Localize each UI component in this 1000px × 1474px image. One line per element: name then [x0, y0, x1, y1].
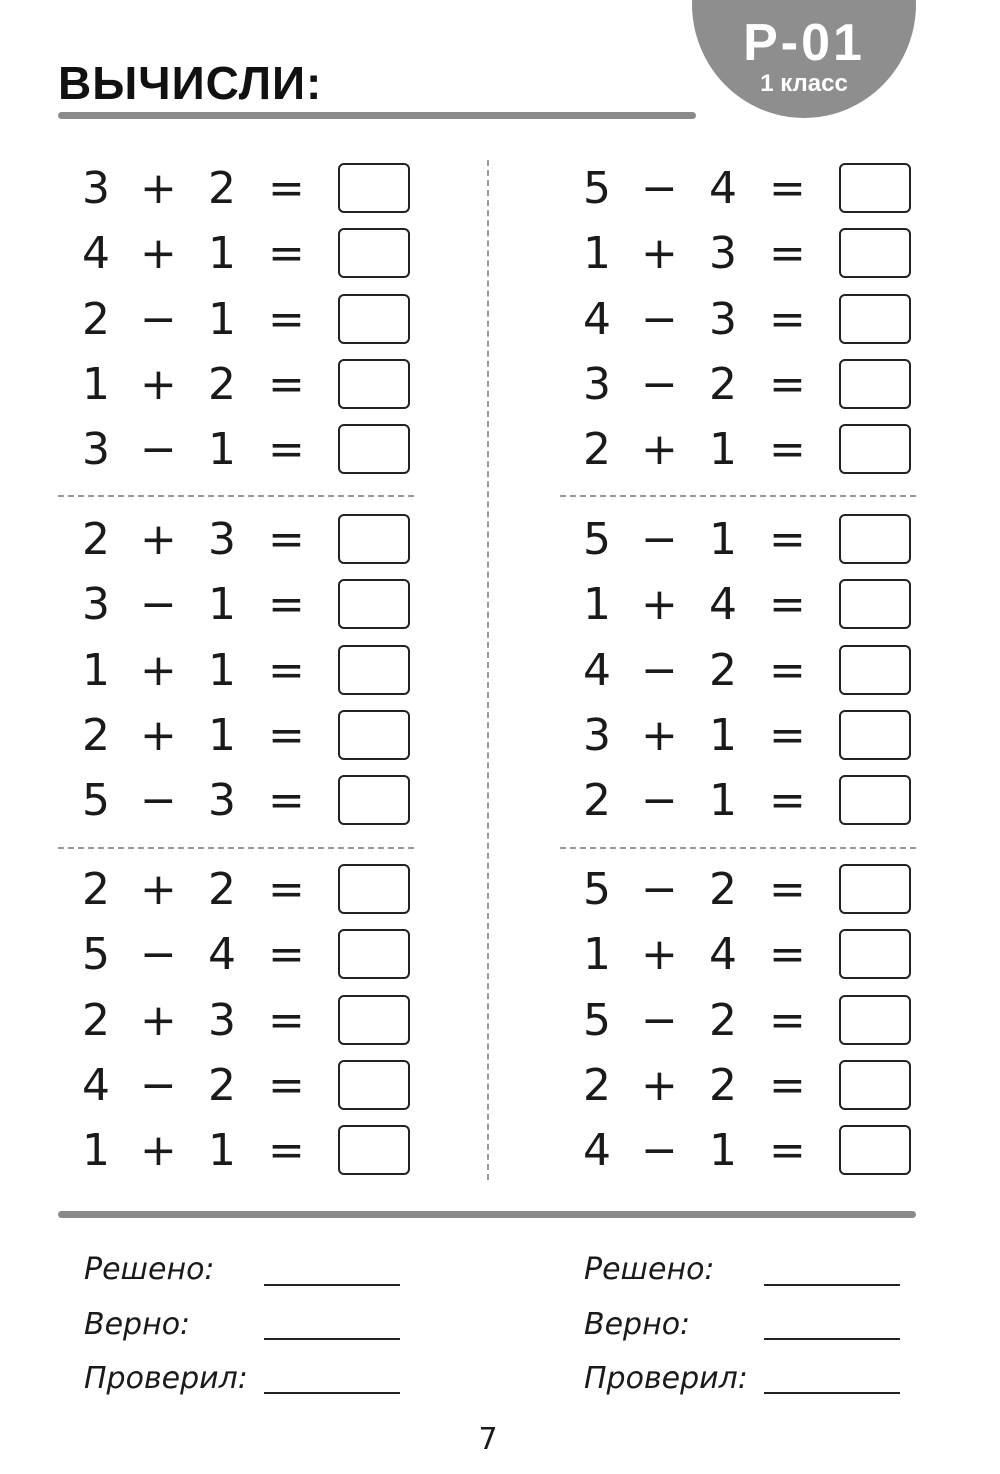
operand-b: 1 [208, 645, 236, 696]
answer-box[interactable] [839, 995, 911, 1045]
operator: + [641, 710, 678, 761]
exercise-row [82, 1123, 422, 1179]
operand-b: 1 [709, 424, 737, 475]
operand-b: 4 [709, 929, 737, 980]
equals-sign: = [769, 514, 806, 565]
solved-line-right[interactable] [764, 1284, 900, 1286]
answer-box[interactable] [839, 1060, 911, 1110]
operand-a: 3 [82, 424, 110, 475]
operand-a: 1 [82, 645, 110, 696]
operand-b: 1 [208, 424, 236, 475]
operand-a: 1 [583, 579, 611, 630]
exercise-row [583, 1058, 923, 1114]
operand-b: 1 [208, 1125, 236, 1176]
exercise-row [82, 773, 422, 829]
operand-b: 2 [208, 864, 236, 915]
operand-a: 5 [82, 929, 110, 980]
operand-b: 1 [208, 228, 236, 279]
equals-sign: = [769, 228, 806, 279]
operand-a: 5 [82, 775, 110, 826]
equals-sign: = [769, 775, 806, 826]
checked-line-right[interactable] [764, 1392, 900, 1394]
operand-b: 1 [208, 710, 236, 761]
operand-a: 2 [583, 424, 611, 475]
exercise-row [82, 422, 422, 478]
exercise-row [82, 993, 422, 1049]
operator: + [641, 929, 678, 980]
answer-box[interactable] [338, 775, 410, 825]
operator: − [641, 294, 678, 345]
page-title: ВЫЧИСЛИ: [58, 57, 323, 109]
operand-b: 4 [208, 929, 236, 980]
operator: + [140, 1125, 177, 1176]
exercise-row [583, 161, 923, 217]
operator: − [641, 864, 678, 915]
group-divider-right-1 [560, 495, 916, 497]
operand-a: 2 [82, 864, 110, 915]
operator: + [641, 424, 678, 475]
operand-a: 3 [583, 359, 611, 410]
operand-a: 5 [583, 514, 611, 565]
equals-sign: = [268, 710, 305, 761]
answer-box[interactable] [338, 864, 410, 914]
operand-a: 3 [82, 579, 110, 630]
equals-sign: = [268, 359, 305, 410]
operator: + [140, 359, 177, 410]
equals-sign: = [268, 579, 305, 630]
answer-box[interactable] [839, 579, 911, 629]
answer-box[interactable] [839, 929, 911, 979]
exercise-row [583, 993, 923, 1049]
solved-label-right: Решено: [584, 1252, 715, 1287]
exercise-row [583, 292, 923, 348]
footer-rule [58, 1211, 916, 1218]
exercise-row [82, 1058, 422, 1114]
operator: − [140, 294, 177, 345]
operator: + [140, 163, 177, 214]
exercise-row [82, 292, 422, 348]
operand-a: 2 [583, 1060, 611, 1111]
operator: + [140, 228, 177, 279]
operand-b: 3 [709, 228, 737, 279]
correct-label-right: Верно: [584, 1307, 691, 1342]
checked-label-right: Проверил: [584, 1361, 748, 1396]
answer-box[interactable] [338, 1125, 410, 1175]
answer-box[interactable] [338, 579, 410, 629]
answer-box[interactable] [338, 163, 410, 213]
operand-b: 2 [709, 645, 737, 696]
operator: + [140, 514, 177, 565]
group-divider-left-2 [58, 847, 414, 849]
operand-a: 2 [82, 294, 110, 345]
operator: − [641, 1125, 678, 1176]
operator: + [641, 1060, 678, 1111]
exercise-row [82, 226, 422, 282]
operand-b: 1 [208, 294, 236, 345]
answer-box[interactable] [338, 228, 410, 278]
correct-line-left[interactable] [264, 1338, 400, 1340]
operator: − [641, 995, 678, 1046]
operator: − [140, 424, 177, 475]
operator: + [140, 645, 177, 696]
operand-a: 2 [82, 995, 110, 1046]
answer-box[interactable] [839, 775, 911, 825]
operand-b: 3 [208, 775, 236, 826]
answer-box[interactable] [839, 163, 911, 213]
equals-sign: = [769, 424, 806, 475]
operand-a: 1 [583, 929, 611, 980]
checked-line-left[interactable] [264, 1392, 400, 1394]
correct-label-left: Верно: [84, 1307, 191, 1342]
equals-sign: = [769, 294, 806, 345]
group-divider-right-2 [560, 847, 916, 849]
answer-box[interactable] [338, 514, 410, 564]
operator: − [140, 929, 177, 980]
operand-a: 2 [82, 514, 110, 565]
answer-box[interactable] [338, 1060, 410, 1110]
operand-a: 4 [583, 294, 611, 345]
title-underline [58, 112, 696, 119]
equals-sign: = [769, 929, 806, 980]
operand-b: 4 [709, 163, 737, 214]
equals-sign: = [268, 514, 305, 565]
operand-b: 2 [208, 1060, 236, 1111]
exercise-row [583, 577, 923, 633]
answer-box[interactable] [839, 1125, 911, 1175]
solved-line-left[interactable] [264, 1284, 400, 1286]
equals-sign: = [268, 228, 305, 279]
operator: − [641, 359, 678, 410]
equals-sign: = [268, 929, 305, 980]
exercise-row [583, 927, 923, 983]
equals-sign: = [769, 710, 806, 761]
solved-label-left: Решено: [84, 1252, 215, 1287]
operand-a: 3 [583, 710, 611, 761]
equals-sign: = [268, 775, 305, 826]
operator: − [140, 775, 177, 826]
exercise-row [82, 643, 422, 699]
operator: − [641, 775, 678, 826]
operand-a: 4 [583, 1125, 611, 1176]
exercise-row [82, 927, 422, 983]
badge-code: Р-01 [743, 14, 865, 72]
equals-sign: = [769, 995, 806, 1046]
operand-a: 5 [583, 864, 611, 915]
exercise-row [82, 708, 422, 764]
equals-sign: = [769, 579, 806, 630]
equals-sign: = [769, 864, 806, 915]
equals-sign: = [769, 1060, 806, 1111]
badge-grade: 1 класс [760, 70, 848, 97]
operand-b: 1 [709, 514, 737, 565]
operand-b: 2 [709, 995, 737, 1046]
operand-a: 4 [82, 228, 110, 279]
operator: − [641, 645, 678, 696]
operator: − [641, 163, 678, 214]
answer-box[interactable] [839, 294, 911, 344]
answer-box[interactable] [338, 995, 410, 1045]
operand-a: 1 [82, 359, 110, 410]
equals-sign: = [769, 645, 806, 696]
exercise-row [583, 1123, 923, 1179]
answer-box[interactable] [839, 864, 911, 914]
equals-sign: = [268, 294, 305, 345]
exercise-row [583, 512, 923, 568]
equals-sign: = [769, 163, 806, 214]
operand-a: 3 [82, 163, 110, 214]
operand-b: 3 [709, 294, 737, 345]
operand-a: 1 [583, 228, 611, 279]
operator: + [641, 228, 678, 279]
checked-label-left: Проверил: [84, 1361, 248, 1396]
operator: − [140, 579, 177, 630]
operand-b: 1 [709, 775, 737, 826]
equals-sign: = [769, 1125, 806, 1176]
answer-box[interactable] [338, 710, 410, 760]
operand-a: 4 [583, 645, 611, 696]
equals-sign: = [268, 864, 305, 915]
answer-box[interactable] [338, 359, 410, 409]
operand-a: 2 [82, 710, 110, 761]
answer-box[interactable] [839, 424, 911, 474]
exercise-row [82, 512, 422, 568]
answer-box[interactable] [839, 710, 911, 760]
operand-b: 2 [709, 359, 737, 410]
operand-b: 1 [208, 579, 236, 630]
answer-box[interactable] [839, 514, 911, 564]
operator: − [140, 1060, 177, 1111]
operand-b: 4 [709, 579, 737, 630]
column-divider [487, 160, 489, 1180]
operand-b: 2 [709, 1060, 737, 1111]
operand-b: 3 [208, 514, 236, 565]
operator: − [641, 514, 678, 565]
operand-b: 2 [208, 359, 236, 410]
exercise-row [583, 422, 923, 478]
equals-sign: = [268, 1125, 305, 1176]
operand-b: 2 [208, 163, 236, 214]
exercise-row [82, 862, 422, 918]
operand-b: 1 [709, 710, 737, 761]
equals-sign: = [769, 359, 806, 410]
group-divider-left-1 [58, 495, 414, 497]
operand-a: 4 [82, 1060, 110, 1111]
exercise-row [583, 226, 923, 282]
exercise-row [82, 577, 422, 633]
operand-a: 2 [583, 775, 611, 826]
operand-b: 2 [709, 864, 737, 915]
equals-sign: = [268, 995, 305, 1046]
operator: + [140, 864, 177, 915]
answer-box[interactable] [839, 359, 911, 409]
operand-a: 5 [583, 995, 611, 1046]
correct-line-right[interactable] [764, 1338, 900, 1340]
operator: + [641, 579, 678, 630]
operand-b: 3 [208, 995, 236, 1046]
operand-b: 1 [709, 1125, 737, 1176]
operator: + [140, 995, 177, 1046]
equals-sign: = [268, 424, 305, 475]
page-number: 7 [478, 1422, 498, 1457]
equals-sign: = [268, 1060, 305, 1111]
exercise-row [82, 161, 422, 217]
answer-box[interactable] [839, 228, 911, 278]
exercise-row [82, 357, 422, 413]
equals-sign: = [268, 163, 305, 214]
exercise-row [583, 643, 923, 699]
answer-box[interactable] [338, 929, 410, 979]
exercise-row [583, 773, 923, 829]
operand-a: 1 [82, 1125, 110, 1176]
exercise-row [583, 862, 923, 918]
exercise-row [583, 708, 923, 764]
answer-box[interactable] [338, 645, 410, 695]
answer-box[interactable] [338, 294, 410, 344]
equals-sign: = [268, 645, 305, 696]
answer-box[interactable] [839, 645, 911, 695]
answer-box[interactable] [338, 424, 410, 474]
exercise-row [583, 357, 923, 413]
operator: + [140, 710, 177, 761]
operand-a: 5 [583, 163, 611, 214]
